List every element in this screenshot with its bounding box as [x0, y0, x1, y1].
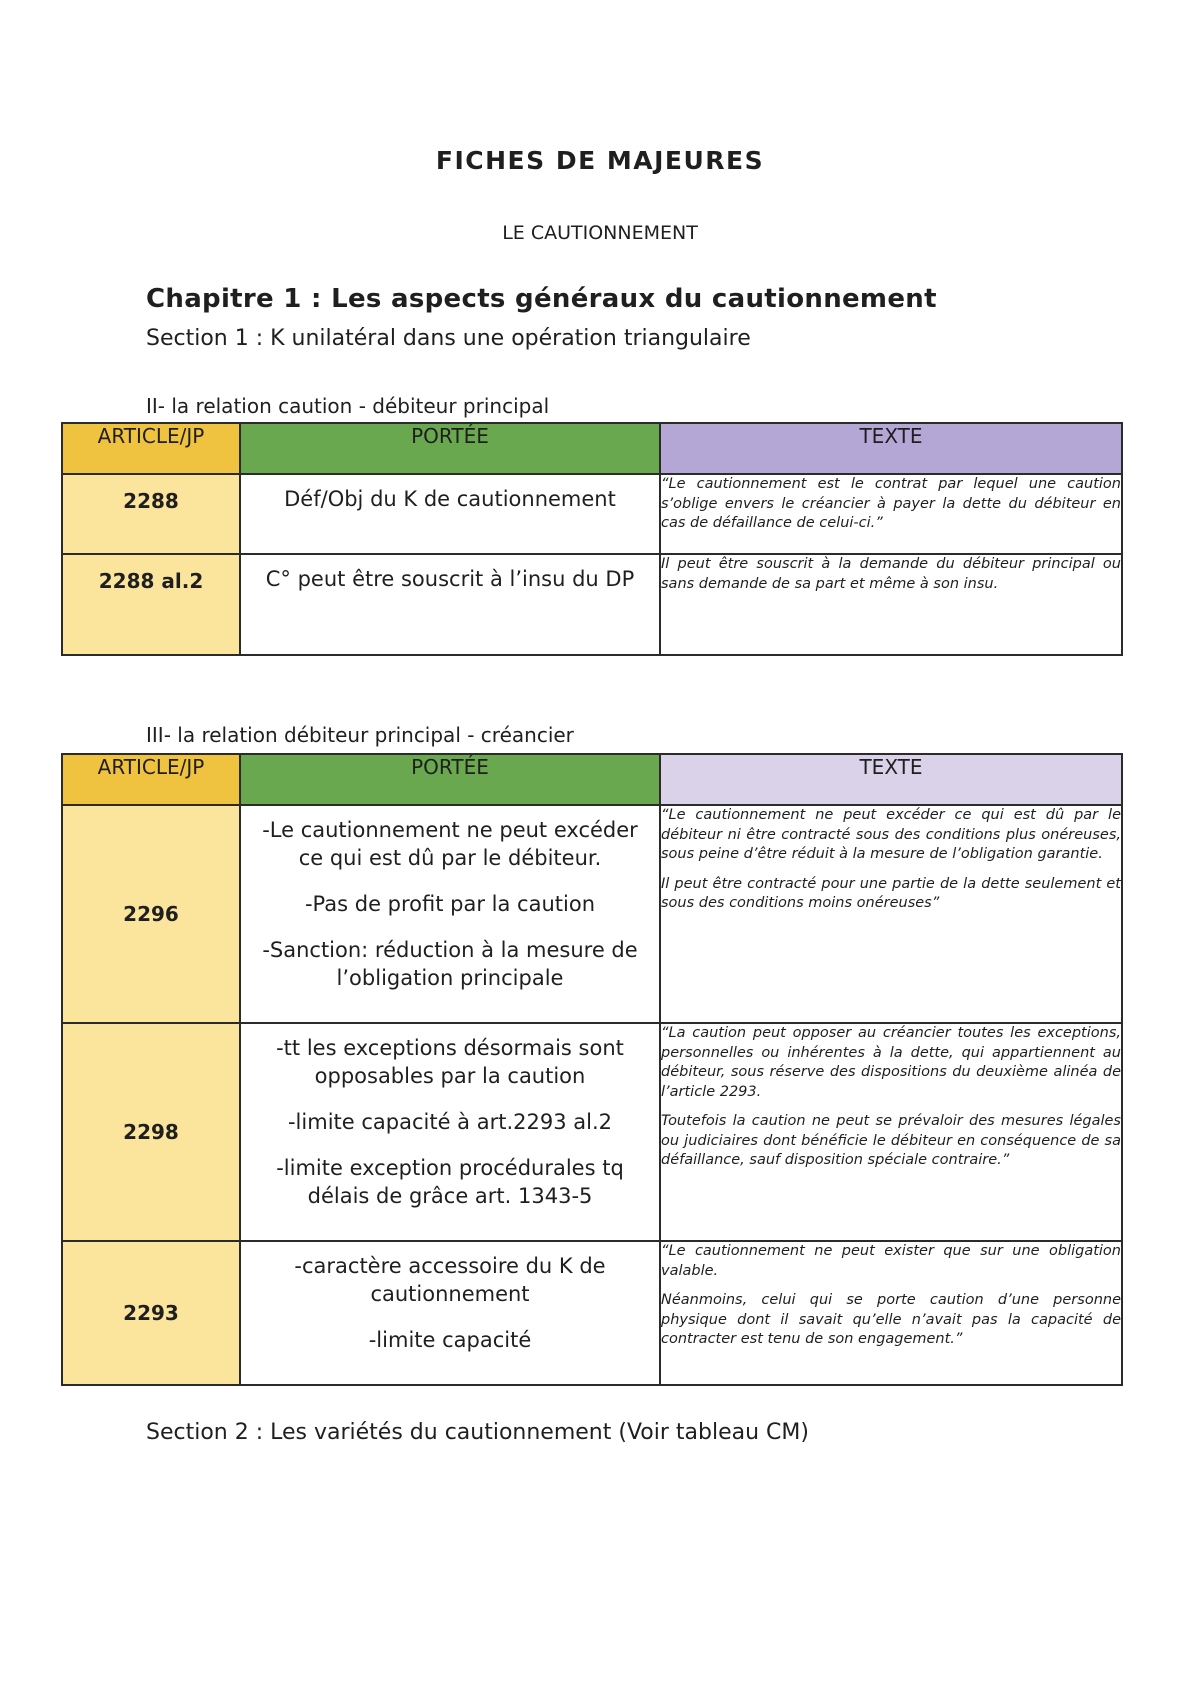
texte-paragraph: “La caution peut opposer au créancier toutes les exceptions, personnelles ou inhérentes à la dette, qui appartiennent au débiteur, sous réserve des dispositions du deuxième alinéa de l’article 2293. — [661, 1025, 1121, 1100]
portee-cell — [240, 805, 660, 1023]
document-title: FICHES DE MAJEURES — [435, 146, 765, 175]
portee-text: -Sanction: réduction à la mesure de l’obligation principale — [262, 938, 638, 990]
texte-paragraph: “Le cautionnement ne peut excéder ce qui est dû par le débiteur ni être contracté sous des conditions plus onéreuses, sous peine d’être réduit à la mesure de l’obligation garantie. — [661, 807, 1121, 862]
portee-text: -tt les exceptions désormais sont opposables par la caution — [276, 1036, 624, 1088]
chapter-title: Chapitre 1 : Les aspects généraux du cautionnement — [146, 284, 937, 314]
table-row — [62, 1023, 1122, 1241]
table-row — [62, 805, 1122, 1023]
table-2-heading: III- la relation débiteur principal - créancier — [146, 723, 574, 747]
table-debiteur-creancier — [61, 753, 1123, 1386]
table-caution-debiteur — [61, 422, 1123, 656]
portee-text: Déf/Obj du K de cautionnement — [284, 487, 616, 511]
table-row — [62, 1241, 1122, 1385]
article-cell: 2288 — [62, 474, 240, 554]
portee-cell — [240, 1023, 660, 1241]
texte-cell — [660, 805, 1122, 1023]
header-portee: PORTÉE — [240, 423, 660, 474]
portee-text: -caractère accessoire du K de cautionnement — [294, 1254, 606, 1306]
portee-cell — [240, 1241, 660, 1385]
article-cell: 2296 — [62, 805, 240, 1023]
article-cell: 2298 — [62, 1023, 240, 1241]
portee-cell — [240, 554, 660, 655]
portee-text: C° peut être souscrit à l’insu du DP — [265, 567, 635, 591]
portee-text: -Le cautionnement ne peut excéder ce qui est dû par le débiteur. — [262, 818, 638, 870]
portee-text: -limite capacité — [368, 1328, 532, 1352]
section-1-title: Section 1 : K unilatéral dans une opération triangulaire — [146, 326, 751, 351]
header-article: ARTICLE/JP — [62, 423, 240, 474]
texte-cell — [660, 474, 1122, 554]
texte-paragraph: Il peut être contracté pour une partie de la dette seulement et sous des conditions moins onéreuses” — [661, 875, 1121, 911]
table-row — [62, 554, 1122, 655]
portee-text: -limite exception procédurales tq délais de grâce art. 1343-5 — [276, 1156, 624, 1208]
article-cell: 2288 al.2 — [62, 554, 240, 655]
texte-cell — [660, 1241, 1122, 1385]
texte-paragraph: Toutefois la caution ne peut se prévaloir des mesures légales ou judiciaires dont bénéficie le débiteur en conséquence de sa défaillance, sauf disposition spéciale contraire.” — [661, 1113, 1121, 1168]
table-row — [62, 474, 1122, 554]
header-portee: PORTÉE — [240, 754, 660, 805]
article-cell: 2293 — [62, 1241, 240, 1385]
texte-paragraph: “Le cautionnement ne peut exister que sur une obligation valable. — [661, 1243, 1121, 1279]
texte-paragraph: Néanmoins, celui qui se porte caution d’une personne physique dont il savait qu’elle n’avait pas la capacité de contracter est tenu de son engagement.” — [661, 1292, 1121, 1347]
document-subtitle: LE CAUTIONNEMENT — [502, 222, 698, 244]
table-1-heading: II- la relation caution - débiteur principal — [146, 394, 550, 418]
table-header-row — [62, 754, 1122, 805]
header-texte: TEXTE — [660, 754, 1122, 805]
texte-cell — [660, 554, 1122, 655]
texte-paragraph: “Le cautionnement est le contrat par lequel une caution s’oblige envers le créancier à payer la dette du débiteur en cas de défaillance de celui-ci.” — [661, 476, 1121, 531]
section-2-title: Section 2 : Les variétés du cautionnement (Voir tableau CM) — [146, 1420, 809, 1445]
header-texte: TEXTE — [660, 423, 1122, 474]
portee-cell — [240, 474, 660, 554]
texte-paragraph: Il peut être souscrit à la demande du débiteur principal ou sans demande de sa part et même à son insu. — [661, 556, 1121, 592]
table-header-row — [62, 423, 1122, 474]
portee-text: -Pas de profit par la caution — [304, 892, 596, 916]
portee-text: -limite capacité à art.2293 al.2 — [287, 1110, 612, 1134]
texte-cell — [660, 1023, 1122, 1241]
header-article: ARTICLE/JP — [62, 754, 240, 805]
